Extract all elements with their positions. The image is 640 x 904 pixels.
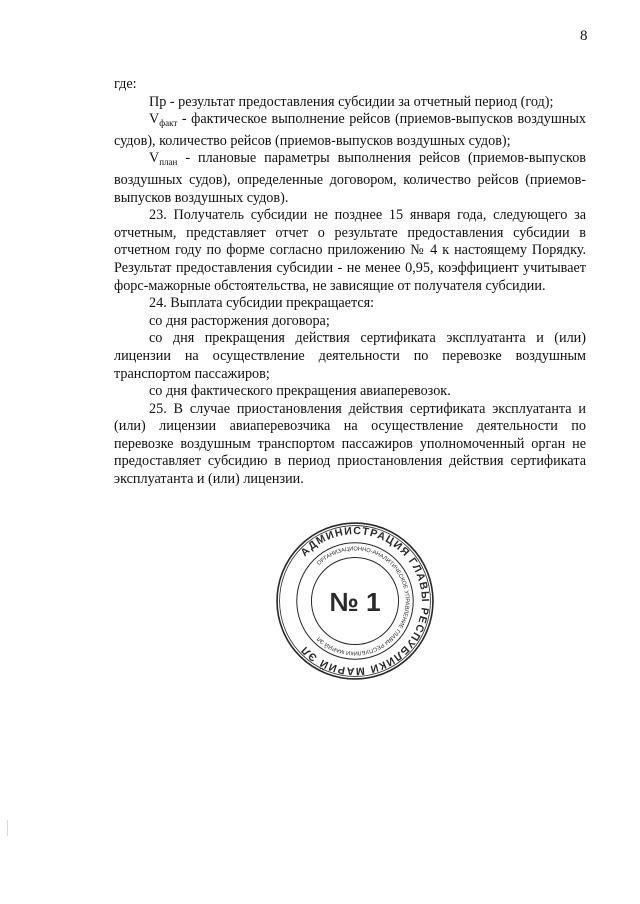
seal-center-text: № 1 bbox=[329, 587, 381, 618]
paragraph-24-item-1: со дня расторжения договора; bbox=[149, 312, 330, 329]
v-fact-subscript: факт bbox=[159, 118, 178, 129]
official-seal bbox=[274, 520, 436, 682]
seal-inner-text: ОРГАНИЗАЦИОННО-АНАЛИТИЧЕСКОЕ УПРАВЛЕНИЕ ГЛАВЫ РЕСПУБЛИКИ МАРИЙ ЭЛ bbox=[316, 546, 410, 656]
page-number: 8 bbox=[580, 28, 588, 44]
seal-outer-text: АДМИНИСТРАЦИЯ ГЛАВЫ РЕСПУБЛИКИ МАРИЙ ЭЛ bbox=[298, 525, 432, 677]
pr-definition: Пр - результат предоставления субсидии за отчетный период (год); bbox=[149, 93, 554, 110]
v-plan-definition bbox=[114, 150, 586, 207]
v-fact-definition bbox=[114, 111, 586, 150]
v-plan-symbol: V bbox=[149, 150, 160, 167]
document-body bbox=[114, 76, 586, 489]
paragraph-24-item-2: со дня прекращения действия сертификата эксплуатанта и (или) лицензии на осуществление деятельности по перевозке воздушным транспортом пассажиров; bbox=[114, 330, 586, 382]
paragraph-23: 23. Получатель субсидии не позднее 15 января года, следующего за отчетным, представляет отчет о результате предоставления субсидии в отчетном году по форме согласно приложению № 4 к настоящему Порядку. Результат предоставления субсидии - не менее 0,95, коэффициент учитывает форс-мажорные обстоятельства, не зависящие от получателя субсидии. bbox=[114, 207, 586, 294]
paragraph-24-item-3: со дня фактического прекращения авиаперевозок. bbox=[149, 383, 451, 400]
where-label: где: bbox=[114, 76, 137, 92]
v-plan-text: - плановые параметры выполнения рейсов (приемов-выпусков воздушных судов), определенные договором, количество рейсов (приемов-выпусков воздушных судов). bbox=[114, 150, 586, 206]
v-fact-symbol: V bbox=[149, 111, 160, 128]
paragraph-25: 25. В случае приостановления действия сертификата эксплуатанта и (или) лицензии авиаперевозчика на осуществление деятельности по перевозке воздушным транспортом пассажиров уполномоченный орган не предоставляет субсидию в период приостановления действия сертификата эксплуатанта и (или) лицензии. bbox=[114, 400, 586, 488]
v-plan-subscript: план bbox=[159, 157, 178, 168]
v-fact-text: - фактическое выполнение рейсов (приемов-выпусков воздушных судов), количество рейсов (приемов-выпусков воздушных судов); bbox=[114, 111, 586, 149]
scan-mark bbox=[7, 820, 8, 836]
paragraph-24: 24. Выплата субсидии прекращается: bbox=[149, 295, 375, 312]
